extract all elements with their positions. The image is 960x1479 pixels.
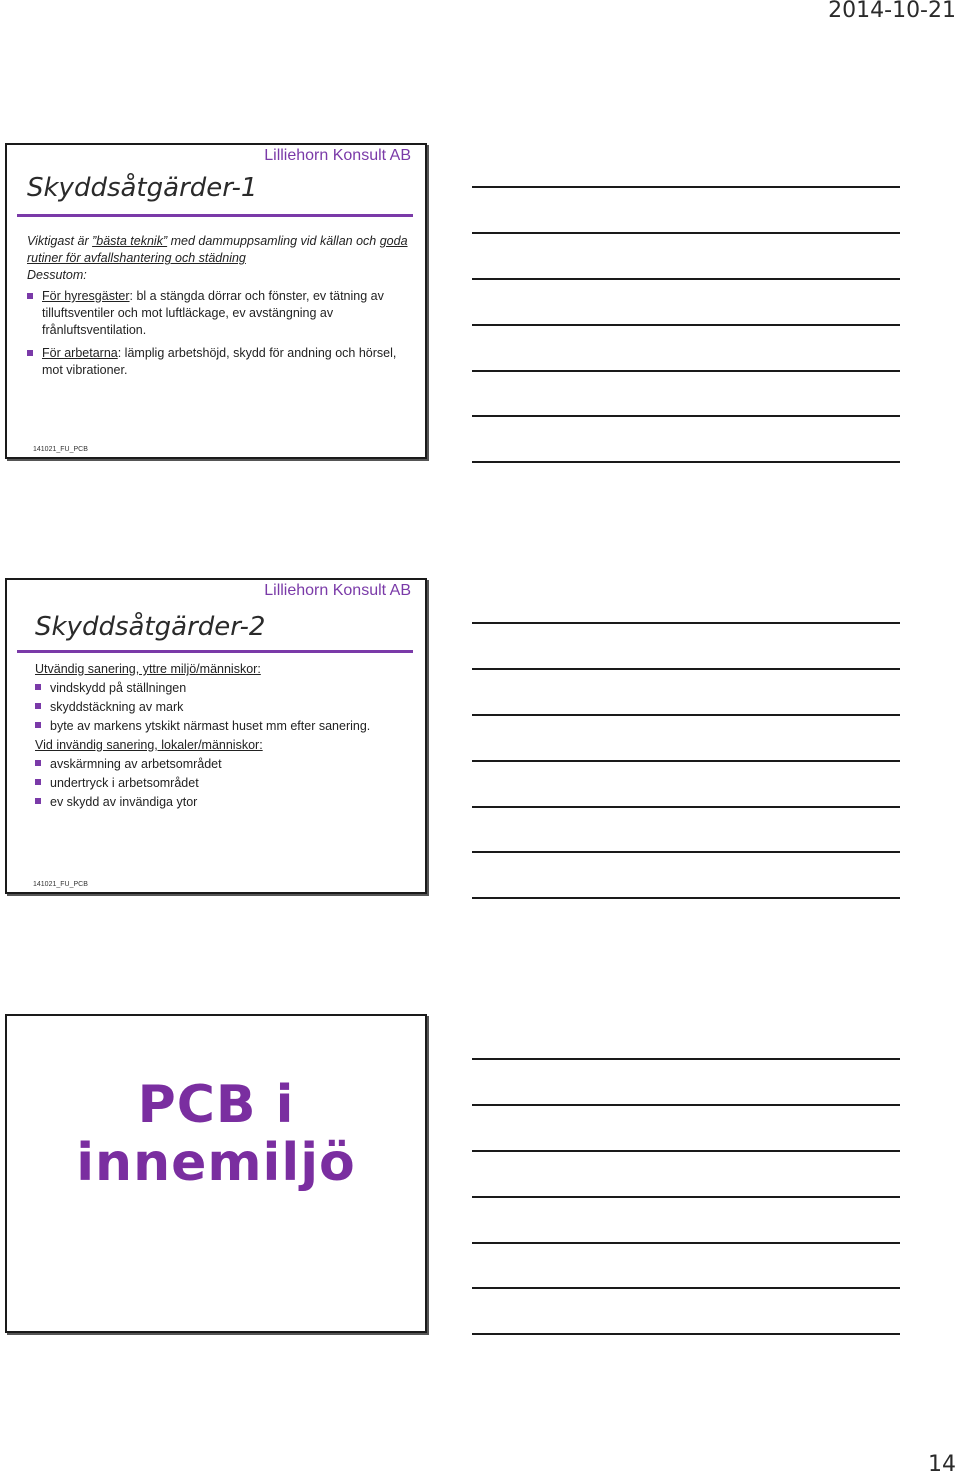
bullet-square-icon <box>35 684 41 690</box>
list-item: skyddstäckning av mark <box>35 698 415 717</box>
note-line <box>472 1333 900 1335</box>
bullet-list-indoor <box>35 755 415 812</box>
note-line <box>472 1287 900 1289</box>
bullet-square-icon <box>35 779 41 785</box>
company-name: Lilliehorn Konsult AB <box>264 582 411 599</box>
slide-pcb-i-innemiljo <box>5 1014 427 1333</box>
list-item: byte av markens ytskikt närmast huset mm efter sanering. <box>35 717 415 736</box>
header-date: 2014-10-21 <box>828 0 956 23</box>
bullet-square-icon <box>35 703 41 709</box>
note-line <box>472 186 900 188</box>
list-item: avskärmning av arbetsområdet <box>35 755 415 774</box>
section-heading-indoor: Vid invändig sanering, lokaler/människor: <box>35 738 263 752</box>
slide-big-title <box>7 1076 425 1192</box>
slide-skyddsatgarder-2 <box>5 578 427 894</box>
note-line <box>472 1058 900 1060</box>
page-number: 14 <box>928 1452 956 1477</box>
routines-link: goda rutiner för avfallshantering och städning <box>27 234 408 265</box>
note-line <box>472 668 900 670</box>
note-line <box>472 714 900 716</box>
bullet-square-icon <box>35 798 41 804</box>
section-heading-outdoor: Utvändig sanering, yttre miljö/människor: <box>35 662 261 676</box>
note-line <box>472 232 900 234</box>
bullet-list <box>27 288 415 379</box>
slide-skyddsatgarder-1 <box>5 143 427 459</box>
note-line <box>472 806 900 808</box>
note-line <box>472 760 900 762</box>
slide-footer: 141021_FU_PCB <box>33 446 88 453</box>
list-item: För hyresgäster: bl a stängda dörrar och fönster, ev tätning av tilluftsventiler och mot luftläckage, ev avstängning av frånluftsventilation. <box>27 288 415 339</box>
bullet-square-icon <box>35 722 41 728</box>
note-line <box>472 1242 900 1244</box>
list-item: vindskydd på ställningen <box>35 679 415 698</box>
title-divider <box>17 650 413 653</box>
best-technique-link: ”bästa teknik” <box>92 234 168 248</box>
slide-title: Skyddsåtgärder-2 <box>35 612 266 642</box>
title-divider <box>17 214 413 217</box>
bullet-square-icon <box>27 350 33 356</box>
dessutom-label: Dessutom: <box>27 268 87 282</box>
title-line-2: innemiljö <box>76 1133 356 1193</box>
intro-text: Viktigast är ”bästa teknik” med dammuppsamling vid källan och goda rutiner för avfallshantering och städning <box>27 234 408 265</box>
note-line <box>472 1150 900 1152</box>
note-line <box>472 897 900 899</box>
slide-footer: 141021_FU_PCB <box>33 881 88 888</box>
note-line <box>472 1104 900 1106</box>
note-line <box>472 415 900 417</box>
note-line <box>472 370 900 372</box>
bullet-square-icon <box>27 293 33 299</box>
list-item: undertryck i arbetsområdet <box>35 774 415 793</box>
bullet-square-icon <box>35 760 41 766</box>
note-line <box>472 461 900 463</box>
note-line <box>472 278 900 280</box>
note-line <box>472 622 900 624</box>
note-line <box>472 1196 900 1198</box>
title-line-1: PCB i <box>137 1075 295 1135</box>
slide-body <box>27 233 415 385</box>
list-item: För arbetarna: lämplig arbetshöjd, skydd för andning och hörsel, mot vibrationer. <box>27 345 415 379</box>
company-name: Lilliehorn Konsult AB <box>264 147 411 164</box>
list-item: ev skydd av invändiga ytor <box>35 793 415 812</box>
slide-title: Skyddsåtgärder-1 <box>27 173 258 203</box>
slide-body <box>35 660 415 812</box>
note-line <box>472 324 900 326</box>
bullet-list-outdoor <box>35 679 415 736</box>
note-line <box>472 851 900 853</box>
